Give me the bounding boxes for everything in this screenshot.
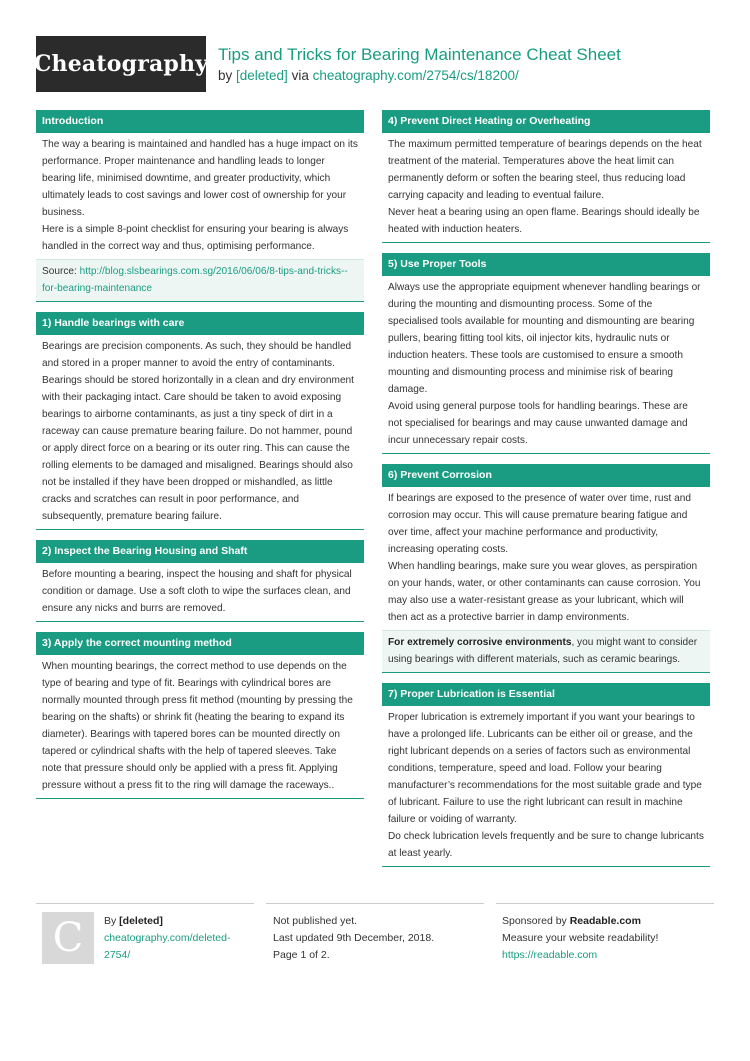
paragraph: If bearings are exposed to the presence of water over time, rust and corrosion may occur. This will cause premature bearing fatigue and over time, affect your machine performance and productivity, increasing operating costs.	[388, 493, 691, 555]
section-body: When mounting bearings, the correct method to use depends on the type of bearing and type of fit. Bearings with cylindrical bores are normally mounted through press fit method (mounting by pressing the bearing on the shafts) or shrink fit (heating the bearing to expand its diameter). Bearings with tapered bores can be mounted directly on tapered or cylindrical shafts with the help of tapered sleeves. Take note that pressure should only be applied with a press fit. Applying pressure without a press fit to the ring will damage the raceways..	[36, 655, 364, 798]
last-updated: Last updated 9th December, 2018.	[273, 932, 435, 944]
right-column	[382, 110, 710, 877]
byline-via: via	[287, 68, 313, 83]
footer-divider	[36, 903, 254, 904]
page-title: Tips and Tricks for Bearing Maintenance Cheat Sheet	[218, 45, 621, 64]
section-title: 2) Inspect the Bearing Housing and Shaft	[36, 540, 364, 563]
footer-by	[104, 913, 254, 930]
note-text: , you might want to consider using bearings with different materials, such as ceramic bearings.	[388, 637, 698, 665]
page-header	[33, 36, 714, 92]
section-body	[382, 487, 710, 630]
paragraph: Always use the appropriate equipment whenever handling bearings or during the mounting and dismounting process. Some of the specialised tools available for mounting and dismounting are bearing pullers, bearing fitting tool kits, oil injector kits, hydraulic nuts or induction heaters. These tools are customised to ensure a smooth mounting and dismounting process and minimise risk of bearing damage.	[388, 282, 701, 395]
source-label: Source:	[42, 266, 80, 277]
paragraph: The maximum permitted temperature of bearings depends on the heat treatment of the material. Temperatures above the heat limit can permanently deform or soften the bearing steel, thus reducing load carrying capacity and leading to eventual failure.	[388, 139, 702, 201]
section-body-note	[382, 630, 710, 672]
sponsor-name[interactable]: Readable.com	[569, 915, 641, 927]
source-row	[36, 259, 364, 301]
author-avatar[interactable]: C	[42, 912, 94, 964]
paragraph: Avoid using general purpose tools for handling bearings. These are not specialised for bearings and may cause unwanted damage and incur unnecessary repair costs.	[388, 401, 688, 446]
footer-divider	[266, 903, 484, 904]
byline-prefix: by	[218, 68, 237, 83]
left-column	[36, 110, 364, 809]
by-label: By	[104, 915, 120, 927]
section-body: Before mounting a bearing, inspect the housing and shaft for physical condition or damage. Use a soft cloth to wipe the surfaces clean, and ensure any nicks and burrs are removed.	[36, 563, 364, 621]
section-inspect-housing	[36, 540, 364, 622]
section-body: Bearings are precision components. As such, they should be handled and stored in a proper manner to avoid the entry of contaminants. Bearings should be stored horizontally in a clean and dry environment with their packaging intact. Care should be taken to avoid exposing bearings to airborne contaminants, as just a tiny speck of dirt in a raceway can cause premature bearing failure. Do not hammer, pound or apply direct force on a bearing or its outer ring. This can cause the rolling elements to be damaged and misaligned. Bearings should also not be installed if they have been dropped or mishandled, as little cracks and scratches can result in poor performance, and subsequently, premature bearing failure.	[36, 335, 364, 529]
section-title: 7) Proper Lubrication is Essential	[382, 683, 710, 706]
section-introduction	[36, 110, 364, 302]
section-title: 6) Prevent Corrosion	[382, 464, 710, 487]
cheatography-logo[interactable]: Cheatography	[36, 36, 206, 92]
intro-paragraph-1: The way a bearing is maintained and handled has a huge impact on its performance. Proper maintenance and handling leads to longer bearing life, minimised downtime, and greater productivity, which ultimately leads to cost savings and lower cost of ownership for your business.	[42, 139, 358, 218]
page-number: Page 1 of 2.	[273, 949, 330, 961]
section-title: 5) Use Proper Tools	[382, 253, 710, 276]
footer-divider	[496, 903, 714, 904]
paragraph: Do check lubrication levels frequently and be sure to change lubricants at least yearly.	[388, 831, 704, 859]
note-emphasis: For extremely corrosive environments	[388, 637, 572, 648]
section-body	[382, 133, 710, 242]
sheet-url-link[interactable]: cheatography.com/2754/cs/18200/	[312, 68, 519, 83]
section-title: 4) Prevent Direct Heating or Overheating	[382, 110, 710, 133]
section-lubrication	[382, 683, 710, 867]
footer-author-name[interactable]: [deleted]	[119, 915, 163, 927]
paragraph: When handling bearings, make sure you wear gloves, as perspiration on your hands, water, or other contaminants can cause corrosion. You may also use a water-resistant grease as your lubricant, which will then act as a protective barrier in damp environments.	[388, 561, 701, 623]
section-mounting-method	[36, 632, 364, 799]
section-body	[36, 133, 364, 259]
intro-paragraph-2: Here is a simple 8-point checklist for ensuring your bearing is always handled in the correct way and thus, optimising performance.	[42, 224, 349, 252]
section-prevent-heating	[382, 110, 710, 243]
sponsor-link[interactable]: https://readable.com	[502, 949, 598, 961]
section-proper-tools	[382, 253, 710, 454]
author-profile-link[interactable]: cheatography.com/deleted-2754/	[104, 932, 231, 961]
footer-status	[273, 913, 483, 964]
section-title: 1) Handle bearings with care	[36, 312, 364, 335]
section-handle-with-care	[36, 312, 364, 530]
sponsor-line	[502, 913, 714, 930]
section-prevent-corrosion	[382, 464, 710, 673]
published-status: Not published yet.	[273, 915, 358, 927]
paragraph: Proper lubrication is extremely important if you want your bearings to have a prolonged life. Lubricants can be either oil or grease, and the right lubricant depends on a series of factors such as environmental conditions, temperature, speed and load. Follow your bearing manufacturer’s recommendations for the most suitable grade and type of lubricant. Failure to use the right lubricant can result in machine failure or voiding of warranty.	[388, 712, 702, 825]
sponsor-label: Sponsored by	[502, 915, 570, 927]
section-title: Introduction	[36, 110, 364, 133]
byline	[218, 68, 519, 83]
footer-author	[104, 913, 254, 964]
section-title: 3) Apply the correct mounting method	[36, 632, 364, 655]
section-body	[382, 706, 710, 866]
source-link[interactable]: http://blog.slsbearings.com.sg/2016/06/06/8-tips-and-tricks--for-bearing-maintenance	[42, 266, 348, 294]
author-link[interactable]: [deleted]	[236, 68, 288, 83]
sponsor-tagline: Measure your website readability!	[502, 932, 659, 944]
section-body	[382, 276, 710, 453]
footer-sponsor	[502, 913, 714, 964]
paragraph: Never heat a bearing using an open flame. Bearings should ideally be heated with induction heaters.	[388, 207, 700, 235]
